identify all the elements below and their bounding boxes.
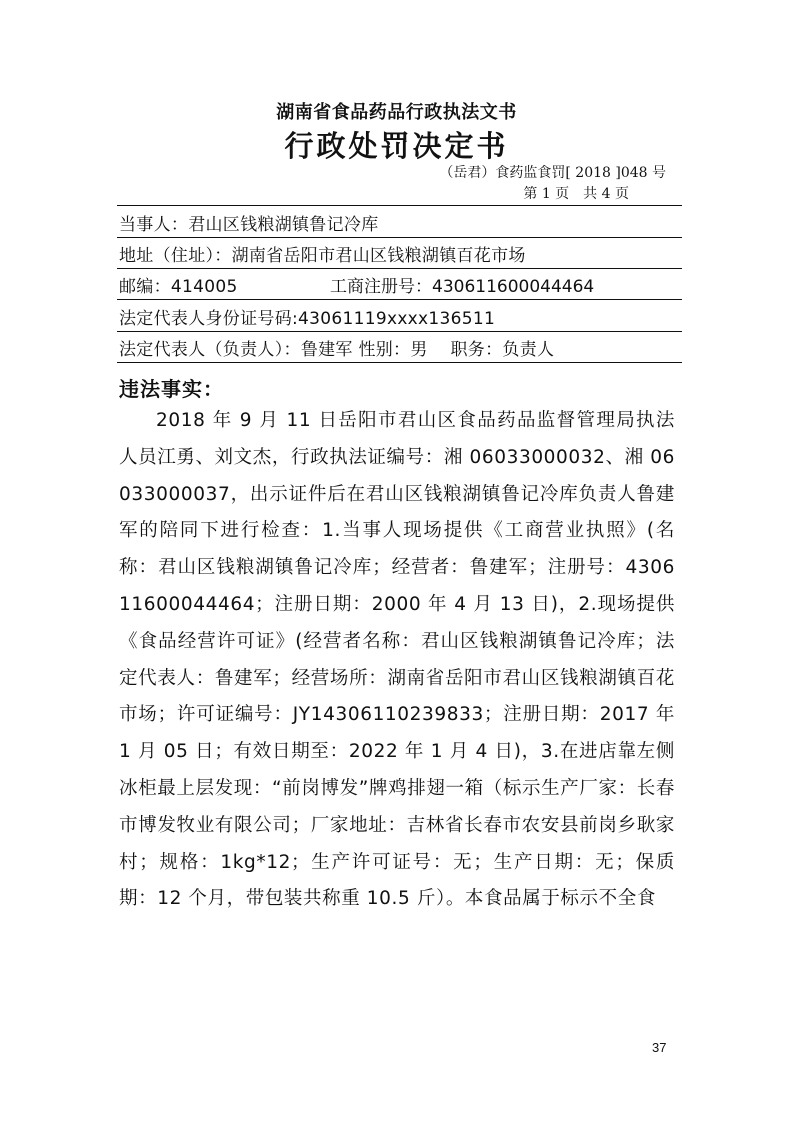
divider-line — [117, 299, 682, 300]
facts-paragraph: 2018 年 9 月 11 日岳阳市君山区食品药品监督管理局执法人员江勇、刘文杰，行政执法证编号：湘 06033000032、湘 06033000037，出示证件后在君山区钱粮湖镇鲁记冷库负责人鲁建军的陪同下进行检查：1.当事人现场提供《工商营业执照》(名称：君山区钱粮湖镇鲁记冷库；经营者：鲁建军；注册号：430611600044464；注册日期：2000 年 4 月 13 日)，2.现场提供《食品经营许可证》(经营者名称：君山区钱粮湖镇鲁记冷库；法定代表人：鲁建军；经营场所：湖南省岳阳市君山区钱粮湖镇百花市场；许可证编号：JY14306110239833；注册日期：2017 年 1 月 05 日；有效日期至：2022 年 1 月 4 日)，3.在进店靠左侧冰柜最上层发现：“前岗博发”牌鸡排翅一箱（标示生产厂家：长春市博发牧业有限公司；厂家地址：吉林省长春市农安县前岗乡耿家村；规格：1kg*12；生产许可证号：无；生产日期：无；保质期：12 个月，带包装共称重 10.5 斤）。本食品属于标示不全食 — [119, 410, 675, 910]
gender-label: 性别： — [358, 340, 411, 360]
gender-value: 男 — [410, 340, 428, 360]
representative-label: 法定代表人（负责人）： — [119, 340, 301, 360]
page-count: 第 1 页 共 4 页 — [523, 186, 629, 202]
divider-line — [117, 331, 682, 332]
divider-line — [117, 268, 682, 269]
id-number-row — [119, 304, 495, 329]
agency-header: 湖南省食品药品行政执法文书 — [276, 102, 517, 123]
registration-row — [330, 272, 594, 297]
party-name-label: 当事人： — [119, 215, 189, 235]
address-row — [119, 241, 526, 266]
document-number: （岳君）食药监食罚[ 2018 ]048 号 — [439, 165, 666, 181]
postcode-row — [119, 272, 238, 297]
facts-heading: 违法事实： — [119, 377, 224, 401]
page-number: 37 — [652, 1040, 667, 1055]
id-number-value: 43061119xxxx136511 — [298, 309, 496, 329]
address-value: 湖南省岳阳市君山区钱粮湖镇百花市场 — [231, 246, 526, 266]
party-name: 君山区钱粮湖镇鲁记冷库 — [188, 215, 379, 235]
document-title: 行政处罚决定书 — [284, 129, 509, 163]
postcode-value: 414005 — [170, 277, 238, 297]
position-label: 职务： — [450, 340, 503, 360]
address-label: 地址（住址）： — [119, 246, 232, 266]
id-number-label: 法定代表人身份证号码: — [119, 309, 299, 329]
divider-line — [117, 237, 682, 238]
divider-line — [117, 362, 682, 363]
divider-line — [117, 205, 682, 206]
registration-label: 工商注册号： — [330, 277, 432, 297]
postcode-label: 邮编： — [119, 277, 171, 297]
representative-name: 鲁建军 — [300, 340, 353, 360]
party-name-row — [119, 210, 379, 235]
representative-row — [119, 335, 554, 360]
registration-number: 430611600044464 — [432, 277, 595, 297]
position-value: 负责人 — [502, 340, 555, 360]
